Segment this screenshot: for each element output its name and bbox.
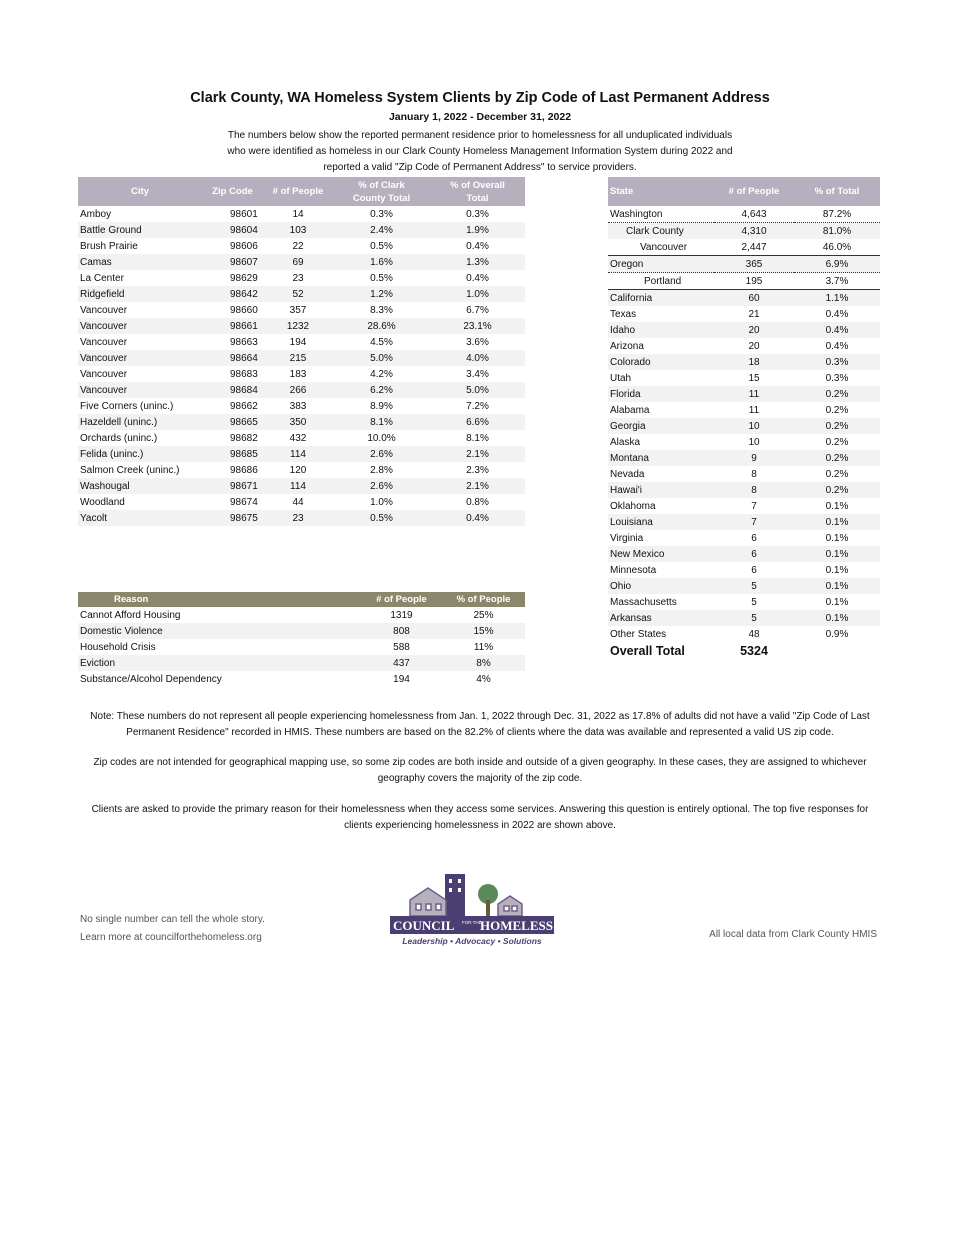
- city-cell: Woodland: [80, 496, 125, 508]
- city-row: [78, 206, 525, 222]
- footer-data-source: All local data from Clark County HMIS: [709, 929, 877, 940]
- state-name: Alaska: [610, 436, 641, 448]
- state-row: [608, 530, 880, 546]
- footer-tagline: No single number can tell the whole story.: [80, 914, 265, 925]
- state-pct: 0.3%: [825, 372, 849, 384]
- state-people: 10: [748, 436, 760, 448]
- city-cell: 98683: [230, 368, 258, 380]
- state-pct: 1.1%: [794, 290, 880, 307]
- state-name: California: [608, 290, 714, 307]
- reason-cell: Domestic Violence: [78, 623, 361, 639]
- state-people: 15: [748, 372, 760, 384]
- state-pct: 0.1%: [794, 546, 880, 562]
- state-people: 60: [714, 290, 794, 307]
- state-name: Florida: [608, 386, 714, 402]
- intro-line: who were identified as homeless in our Clark County Homeless Management Information System during 2022 and: [227, 146, 733, 157]
- state-people: 11: [748, 404, 760, 416]
- city-cell: 98607: [202, 254, 263, 270]
- overall-total-label: Overall Total: [610, 644, 685, 658]
- state-row: [608, 223, 880, 240]
- city-cell: 98601: [230, 208, 258, 220]
- reason-cell: Substance/Alcohol Dependency: [80, 673, 222, 685]
- city-cell: Amboy: [80, 208, 112, 220]
- city-row: [78, 446, 525, 462]
- state-name: Massachusetts: [610, 596, 677, 608]
- city-cell: 4.0%: [430, 350, 525, 366]
- state-row: [608, 498, 880, 514]
- reason-cell: 8%: [442, 655, 525, 671]
- state-pct: 0.2%: [794, 386, 880, 402]
- reason-row: [78, 607, 525, 623]
- city-cell: 3.4%: [466, 368, 489, 380]
- state-people: 6: [714, 546, 794, 562]
- state-row: [608, 546, 880, 562]
- state-pct: 0.4%: [825, 340, 849, 352]
- state-pct: 0.2%: [825, 468, 849, 480]
- state-row: [608, 370, 880, 386]
- state-row: [608, 610, 880, 626]
- state-pct: 0.1%: [794, 578, 880, 594]
- state-people: 11: [714, 386, 794, 402]
- city-row: [78, 398, 525, 414]
- city-row: [78, 366, 525, 382]
- city-cell: 1.6%: [333, 254, 430, 270]
- state-name: Oregon: [608, 256, 714, 273]
- city-cell: 98606: [230, 240, 258, 252]
- city-cell: 28.6%: [333, 318, 430, 334]
- state-col-header: State: [608, 177, 714, 206]
- state-people: 365: [714, 256, 794, 273]
- city-cell: 22: [292, 240, 304, 252]
- state-name: Hawai'i: [608, 482, 714, 498]
- city-row: [78, 478, 525, 494]
- state-row: [608, 466, 880, 482]
- city-col-header: [202, 177, 263, 206]
- state-people: 48: [748, 628, 760, 640]
- header-line: County Total: [352, 192, 411, 204]
- state-pct: 0.3%: [794, 354, 880, 370]
- city-cell: 23: [292, 272, 304, 284]
- reason-cell: 808: [361, 623, 442, 639]
- state-name: Alabama: [610, 404, 650, 416]
- city-cell: Salmon Creek (uninc.): [80, 464, 180, 476]
- state-pct: 0.1%: [794, 610, 880, 626]
- state-people: 20: [748, 340, 760, 352]
- header-line: City: [131, 186, 149, 197]
- city-cell: 98663: [230, 336, 258, 348]
- city-col-header: [263, 177, 333, 206]
- city-cell: 120: [289, 464, 307, 476]
- state-row: [608, 626, 880, 642]
- reason-cell: 1319: [390, 609, 413, 621]
- city-cell: 4.5%: [370, 336, 393, 348]
- city-cell: 0.8%: [466, 496, 489, 508]
- city-cell: 98685: [202, 446, 263, 462]
- reason-cell: 194: [393, 673, 410, 685]
- state-pct: 0.2%: [794, 482, 880, 498]
- city-cell: 183: [289, 368, 307, 380]
- city-cell: 98642: [202, 286, 263, 302]
- city-cell: 98675: [202, 510, 263, 526]
- city-cell: 23.1%: [430, 318, 525, 334]
- header-line: % of Clark: [358, 179, 405, 191]
- state-pct: 0.4%: [794, 322, 880, 338]
- city-cell: 98664: [202, 350, 263, 366]
- city-cell: 194: [289, 336, 307, 348]
- city-cell: 8.9%: [370, 400, 393, 412]
- city-cell: 69: [263, 254, 333, 270]
- city-cell: 10.0%: [367, 432, 396, 444]
- state-row: [608, 434, 880, 450]
- city-cell: Ridgefield: [78, 286, 202, 302]
- state-pct: 0.9%: [825, 628, 849, 640]
- overall-total-value: 5324: [740, 644, 768, 658]
- state-people: 6: [751, 564, 757, 576]
- header-line: Total: [466, 192, 489, 204]
- state-pct: 0.1%: [825, 596, 849, 608]
- header-line: # of People: [272, 186, 324, 197]
- state-table: [608, 177, 880, 660]
- city-row: [78, 494, 525, 510]
- state-name: Colorado: [608, 354, 714, 370]
- reason-cell: 437: [361, 655, 442, 671]
- houses-icon: [410, 874, 522, 916]
- footer-left: [80, 911, 265, 947]
- city-row: [78, 510, 525, 526]
- reason-cell: 588: [393, 641, 410, 653]
- overall-total-row: [608, 642, 880, 660]
- state-pct: 46.0%: [794, 239, 880, 256]
- city-cell: 98662: [230, 400, 258, 412]
- state-pct: 81.0%: [794, 223, 880, 240]
- state-people: 2,447: [714, 239, 794, 256]
- city-cell: Vancouver: [78, 350, 202, 366]
- city-row: [78, 222, 525, 238]
- city-cell: 8.1%: [333, 414, 430, 430]
- state-pct: 0.4%: [825, 308, 849, 320]
- city-row: [78, 382, 525, 398]
- state-pct: 0.1%: [825, 532, 849, 544]
- city-cell: 2.1%: [430, 478, 525, 494]
- city-cell: 98671: [202, 478, 263, 494]
- city-zip-table: [78, 177, 525, 526]
- state-row: [608, 450, 880, 466]
- city-cell: 1232: [263, 318, 333, 334]
- city-cell: 98674: [230, 496, 258, 508]
- city-row: [78, 318, 525, 334]
- city-cell: 98604: [202, 222, 263, 238]
- logo-tagline: Leadership • Advocacy • Solutions: [402, 936, 542, 946]
- state-pct: 0.2%: [794, 418, 880, 434]
- state-name: Utah: [610, 372, 632, 384]
- reason-table-header: [78, 592, 525, 607]
- city-cell: Vancouver: [78, 318, 202, 334]
- note-zip-geography: Zip codes are not intended for geographical mapping use, so some zip codes are both inside and outside of a given geography. In these cases, they are assigned to whichever geography covers the majority of the zip code.: [93, 757, 867, 784]
- logo-word-homeless: HOMELESS: [480, 918, 553, 933]
- state-name: Clark County: [608, 223, 714, 240]
- state-row: [608, 402, 880, 418]
- state-pct: 0.2%: [825, 404, 849, 416]
- state-pct: 0.1%: [825, 564, 849, 576]
- city-row: [78, 270, 525, 286]
- city-cell: Vancouver: [80, 304, 128, 316]
- header-line: Zip Code: [212, 186, 253, 197]
- reason-row: [78, 623, 525, 639]
- city-cell: 6.6%: [430, 414, 525, 430]
- state-row: [608, 239, 880, 256]
- city-cell: 2.1%: [430, 446, 525, 462]
- city-cell: 98686: [230, 464, 258, 476]
- state-name: Virginia: [610, 532, 644, 544]
- state-row: [608, 290, 880, 307]
- city-cell: Felida (uninc.): [78, 446, 202, 462]
- city-cell: 0.5%: [370, 272, 393, 284]
- note-reasons: Clients are asked to provide the primary reason for their homelessness when they access some services. Answering this question is entirely optional. The top five responses for clients experiencing homelessness in 2022 are shown above.: [91, 804, 869, 831]
- city-cell: Vancouver: [80, 336, 128, 348]
- reason-row: [78, 639, 525, 655]
- state-col-header: % of Total: [794, 177, 880, 206]
- city-row: [78, 238, 525, 254]
- state-row: [608, 418, 880, 434]
- state-row: [608, 338, 880, 354]
- city-cell: 103: [263, 222, 333, 238]
- state-name: Texas: [610, 308, 637, 320]
- state-name: Minnesota: [610, 564, 657, 576]
- state-people: 20: [714, 322, 794, 338]
- state-name: Arkansas: [608, 610, 714, 626]
- city-cell: 1.9%: [430, 222, 525, 238]
- note-valid-zip: Note: These numbers do not represent all people experiencing homelessness from Jan. 1, 2022 through Dec. 31, 2022 as 17.8% of adults did not have a valid "Zip Code of Last Permanent Residence" recorded in HMIS. These numbers are based on the 82.2% of clients where the data was available and represented a valid US zip code.: [90, 711, 870, 738]
- intro-line: reported a valid "Zip Code of Permanent Address" to service providers.: [323, 162, 637, 173]
- state-row: [608, 594, 880, 610]
- report-title: Clark County, WA Homeless System Clients by Zip Code of Last Permanent Address: [190, 90, 770, 106]
- reason-cell: 4%: [476, 673, 491, 685]
- reason-table: [78, 592, 525, 687]
- city-cell: 5.0%: [430, 382, 525, 398]
- state-people: 5: [714, 578, 794, 594]
- reason-col-header: % of People: [442, 592, 525, 607]
- logo-word-for: FOR THE: [462, 920, 482, 925]
- city-cell: Orchards (uninc.): [80, 432, 158, 444]
- city-cell: 98661: [202, 318, 263, 334]
- state-row: [608, 514, 880, 530]
- city-row: [78, 254, 525, 270]
- city-cell: 8.3%: [370, 304, 393, 316]
- city-cell: 1.3%: [430, 254, 525, 270]
- footer-website: Learn more at councilforthehomeless.org: [80, 932, 262, 943]
- city-table-header: [78, 177, 525, 206]
- city-cell: 114: [263, 478, 333, 494]
- state-name: New Mexico: [608, 546, 714, 562]
- reason-row: [78, 655, 525, 671]
- city-cell: 98684: [202, 382, 263, 398]
- reason-col-header: Reason: [78, 592, 361, 607]
- state-name: Vancouver: [608, 239, 714, 256]
- header-line: % of Overall: [450, 179, 505, 191]
- state-people: 4,643: [714, 206, 794, 223]
- state-row: [608, 273, 880, 290]
- logo-word-council: COUNCIL: [393, 918, 455, 933]
- city-cell: 14: [292, 208, 304, 220]
- city-row: [78, 334, 525, 350]
- city-row: [78, 286, 525, 302]
- state-pct: 0.1%: [794, 514, 880, 530]
- state-row: [608, 322, 880, 338]
- state-people: 195: [714, 273, 794, 290]
- state-name: Montana: [608, 450, 714, 466]
- city-cell: 266: [263, 382, 333, 398]
- state-people: 6: [751, 532, 757, 544]
- city-cell: 2.8%: [370, 464, 393, 476]
- city-cell: 0.4%: [466, 272, 489, 284]
- state-name: Other States: [610, 628, 667, 640]
- city-cell: 23: [263, 510, 333, 526]
- city-row: [78, 430, 525, 446]
- state-row: [608, 562, 880, 578]
- city-col-header: [430, 177, 525, 206]
- city-cell: Washougal: [78, 478, 202, 494]
- report-date-range: January 1, 2022 - December 31, 2022: [388, 111, 572, 123]
- city-cell: Five Corners (uninc.): [80, 400, 174, 412]
- city-row: [78, 350, 525, 366]
- state-people: 18: [714, 354, 794, 370]
- city-cell: 215: [263, 350, 333, 366]
- state-name: Arizona: [610, 340, 644, 352]
- city-cell: 2.3%: [466, 464, 489, 476]
- state-table-header: [608, 177, 880, 206]
- state-people: 10: [714, 418, 794, 434]
- city-cell: 432: [289, 432, 307, 444]
- city-cell: Vancouver: [78, 382, 202, 398]
- reason-cell: Household Crisis: [80, 641, 156, 653]
- city-cell: Battle Ground: [78, 222, 202, 238]
- state-row: [608, 354, 880, 370]
- state-name: Georgia: [608, 418, 714, 434]
- city-cell: 0.4%: [430, 510, 525, 526]
- city-cell: 0.5%: [333, 510, 430, 526]
- city-cell: 0.5%: [370, 240, 393, 252]
- state-pct: 0.2%: [794, 450, 880, 466]
- state-row: [608, 482, 880, 498]
- city-cell: 98629: [230, 272, 258, 284]
- state-name: Portland: [608, 273, 714, 290]
- state-name: Ohio: [608, 578, 714, 594]
- state-row: [608, 578, 880, 594]
- city-cell: 6.7%: [466, 304, 489, 316]
- state-name: Idaho: [608, 322, 714, 338]
- state-people: 7: [714, 514, 794, 530]
- city-cell: 2.4%: [333, 222, 430, 238]
- state-pct: 6.9%: [794, 256, 880, 273]
- reason-col-header: # of People: [361, 592, 442, 607]
- state-pct: 3.7%: [794, 273, 880, 290]
- city-cell: 98665: [202, 414, 263, 430]
- city-cell: 6.2%: [333, 382, 430, 398]
- city-row: [78, 302, 525, 318]
- city-cell: 383: [289, 400, 307, 412]
- state-name: Washington: [608, 206, 714, 223]
- city-cell: 2.6%: [333, 446, 430, 462]
- city-cell: 357: [289, 304, 307, 316]
- state-row: [608, 206, 880, 223]
- city-col-header: [78, 177, 202, 206]
- state-people: 7: [751, 500, 757, 512]
- state-people: 9: [714, 450, 794, 466]
- city-cell: Vancouver: [80, 368, 128, 380]
- city-col-header: [333, 177, 430, 206]
- reason-cell: Cannot Afford Housing: [80, 609, 181, 621]
- intro-text: [195, 128, 765, 176]
- state-people: 21: [748, 308, 760, 320]
- state-people: 5: [714, 610, 794, 626]
- city-row: [78, 414, 525, 430]
- city-cell: 0.3%: [370, 208, 393, 220]
- city-cell: 8.1%: [466, 432, 489, 444]
- city-cell: 1.0%: [430, 286, 525, 302]
- city-cell: La Center: [80, 272, 124, 284]
- city-cell: 1.2%: [333, 286, 430, 302]
- reason-cell: Eviction: [78, 655, 361, 671]
- reason-cell: 11%: [473, 641, 494, 653]
- city-row: [78, 462, 525, 478]
- state-pct: 0.2%: [825, 436, 849, 448]
- reason-cell: 15%: [442, 623, 525, 639]
- city-cell: 1.0%: [370, 496, 393, 508]
- state-people: 4,310: [714, 223, 794, 240]
- state-row: [608, 386, 880, 402]
- city-cell: 2.6%: [333, 478, 430, 494]
- city-cell: 350: [263, 414, 333, 430]
- state-name: Oklahoma: [610, 500, 656, 512]
- state-pct: 0.1%: [825, 500, 849, 512]
- city-cell: Camas: [78, 254, 202, 270]
- state-row: [608, 256, 880, 273]
- state-people: 8: [751, 468, 757, 480]
- overall-total-empty: [794, 642, 880, 660]
- city-cell: 4.2%: [370, 368, 393, 380]
- state-col-header: # of People: [714, 177, 794, 206]
- reason-row: [78, 671, 525, 687]
- state-row: [608, 306, 880, 322]
- city-cell: 44: [292, 496, 304, 508]
- city-cell: Hazeldell (uninc.): [78, 414, 202, 430]
- city-cell: Yacolt: [78, 510, 202, 526]
- city-cell: 5.0%: [333, 350, 430, 366]
- city-cell: Brush Prairie: [80, 240, 138, 252]
- intro-line: The numbers below show the reported permanent residence prior to homelessness for all unduplicated individuals: [227, 130, 733, 141]
- state-name: Louisiana: [608, 514, 714, 530]
- city-cell: 98660: [230, 304, 258, 316]
- reason-cell: 25%: [473, 609, 494, 621]
- city-cell: 52: [263, 286, 333, 302]
- city-cell: 0.4%: [466, 240, 489, 252]
- state-people: 8: [714, 482, 794, 498]
- city-cell: 114: [263, 446, 333, 462]
- state-people: 5: [751, 596, 757, 608]
- council-for-the-homeless-logo: [388, 866, 556, 948]
- city-cell: 0.3%: [466, 208, 489, 220]
- city-cell: 7.2%: [466, 400, 489, 412]
- city-cell: 3.6%: [466, 336, 489, 348]
- city-cell: 98682: [230, 432, 258, 444]
- state-pct: 87.2%: [794, 206, 880, 223]
- state-name: Nevada: [610, 468, 645, 480]
